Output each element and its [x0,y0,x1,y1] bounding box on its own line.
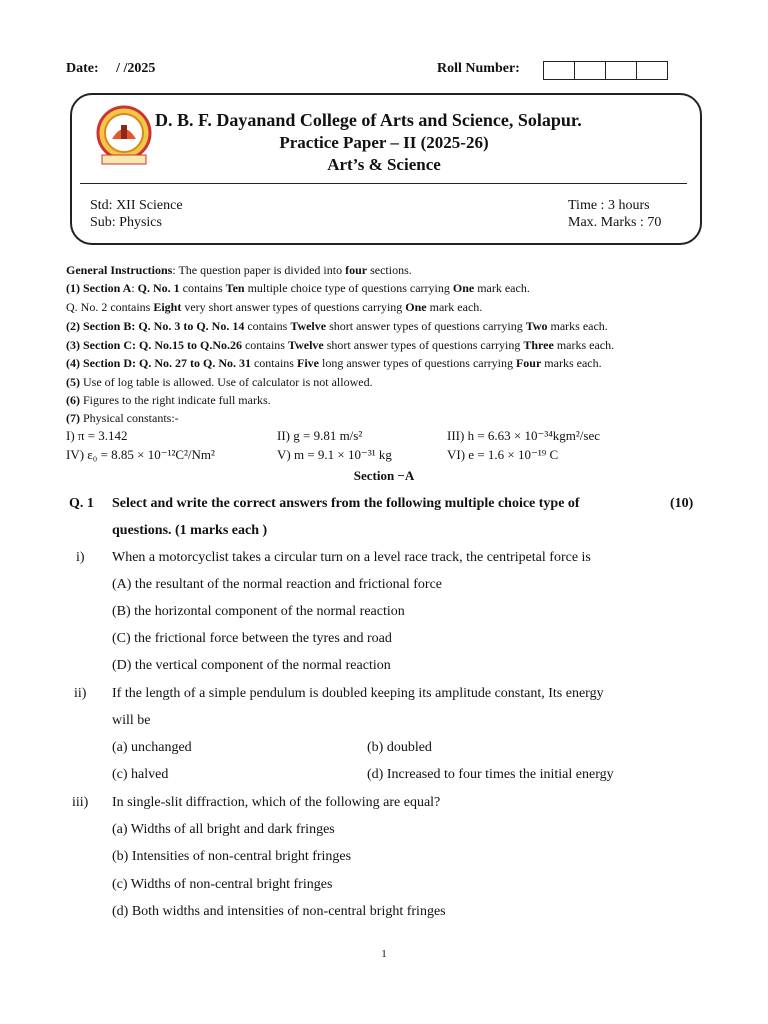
question-marks: (10) [670,496,694,511]
answer-option: (b) Intensities of non-central bright fringes [112,849,352,864]
subquestion-number: ii) [74,686,87,701]
instruction-line: (1) Section A: Q. No. 1 contains Ten multiple choice type of questions carrying One mark each. [66,281,530,295]
answer-option: (c) halved [112,767,169,782]
question-text: Select and write the correct answers from the following multiple choice type of [112,496,580,511]
question-text: questions. (1 marks each ) [112,523,268,538]
instruction-line: (4) Section D: Q. No. 27 to Q. No. 31 contains Five long answer types of questions carrying Four marks each. [66,356,602,370]
instruction-line: (7) Physical constants:- [66,411,179,425]
question-number: Q. 1 [69,496,94,511]
subquestion-number: iii) [72,795,89,810]
subquestion-text: In single-slit diffraction, which of the following are equal? [112,795,441,810]
instruction-line: (2) Section B: Q. No. 3 to Q. No. 14 contains Twelve short answer types of questions carrying Two marks each. [66,319,608,333]
roll-box [575,61,606,80]
constant-pi: I) π = 3.142 [66,428,128,443]
roll-number-boxes [543,61,668,80]
constant-epsilon: IV) ε₀ = 8.85 × 10⁻¹²C²/Nm² [66,447,215,462]
page-number: 1 [381,948,387,960]
header-divider [80,183,687,184]
answer-option: (a) unchanged [112,740,192,755]
answer-option: (B) the horizontal component of the normal reaction [112,604,405,619]
subquestion-text: When a motorcyclist takes a circular turn on a level race track, the centripetal force is [112,550,591,565]
max-marks-label: Max. Marks : 70 [568,215,662,230]
time-label: Time : 3 hours [568,198,650,213]
answer-option: (D) the vertical component of the normal reaction [112,658,391,673]
answer-option: (c) Widths of non-central bright fringes [112,877,333,892]
answer-option: (C) the frictional force between the tyres and road [112,631,392,646]
roll-number-label: Roll Number: [437,61,520,76]
answer-option: (d) Increased to four times the initial energy [367,767,614,782]
instruction-line: (3) Section C: Q. No.15 to Q.No.26 contains Twelve short answer types of questions carrying Three marks each. [66,338,615,352]
instruction-line: Q. No. 2 contains Eight very short answer types of questions carrying One mark each. [66,300,483,314]
roll-box [637,61,668,80]
std-label: Std: XII Science [90,198,183,213]
instruction-line: General Instructions: The question paper is divided into four sections. [66,263,412,277]
college-name: D. B. F. Dayanand College of Arts and Science, Solapur. [155,110,582,130]
constant-h: III) h = 6.63 × 10⁻³⁴kgm²/sec [447,428,600,443]
roll-box [606,61,637,80]
answer-option: (b) doubled [367,740,432,755]
subquestion-number: i) [76,550,85,565]
answer-option: (a) Widths of all bright and dark fringes [112,822,335,837]
date-label: Date: / /2025 [66,61,156,76]
constant-g: II) g = 9.81 m/s² [277,428,363,443]
subquestion-text: If the length of a simple pendulum is doubled keeping its amplitude constant, Its energy [112,686,604,701]
instruction-line: (5) Use of log table is allowed. Use of calculator is not allowed. [66,375,373,389]
constant-e: VI) e = 1.6 × 10⁻¹⁹ C [447,447,559,462]
subject-label: Sub: Physics [90,215,162,230]
date-value: / /2025 [116,61,156,76]
stream-title: Art’s & Science [327,155,441,174]
answer-option: (d) Both widths and intensities of non-central bright fringes [112,904,446,919]
roll-box [543,61,575,80]
section-title: Section −A [353,468,415,483]
constant-m: V) m = 9.1 × 10⁻³¹ kg [277,447,392,462]
answer-option: (A) the resultant of the normal reaction and frictional force [112,577,443,592]
instruction-line: (6) Figures to the right indicate full marks. [66,393,271,407]
subquestion-text: will be [112,713,151,728]
paper-title: Practice Paper – II (2025-26) [279,133,489,152]
